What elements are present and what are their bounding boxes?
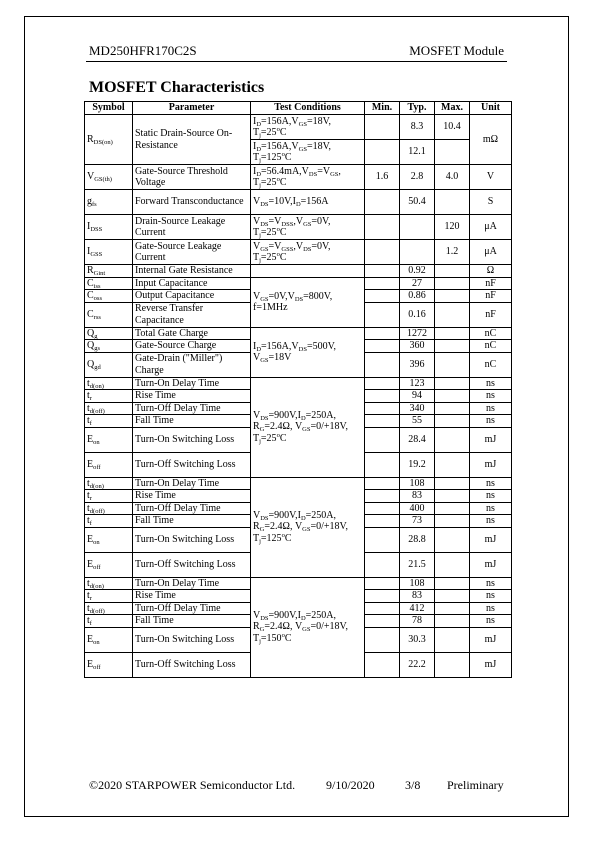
table-row: $C_{oss}$ Output Capacitance 0.86 nF bbox=[85, 290, 512, 303]
footer-date: 9/10/2020 bbox=[326, 778, 375, 792]
section-title: MOSFET Characteristics bbox=[89, 79, 265, 96]
table-row: $C_{rss}$ Reverse Transfer Capacitance 0.16 nF bbox=[85, 302, 512, 327]
table-row: $t_{d(on)}$ Turn-On Delay Time $V_{DS}=900V,I_D=250A$, $R_G=2.4\Omega$, $V_{GS}=0/+18V$, $T_j=25^oC$ 123 ns bbox=[85, 377, 512, 390]
table-row: $t_{d(on)}$ Turn-On Delay Time $V_{DS}=900V,I_D=250A$, $R_G=2.4\Omega$, $V_{GS}=0/+18V$, $T_j=125^oC$ 108 ns bbox=[85, 477, 512, 490]
col-typ: Typ. bbox=[400, 102, 435, 115]
table-row: $t_f$ Fall Time 78 ns bbox=[85, 615, 512, 628]
characteristics-table bbox=[84, 101, 512, 678]
table-row: $t_f$ Fall Time 55 ns bbox=[85, 415, 512, 428]
table-row: $Q_{gs}$ Gate-Source Charge 360 nC bbox=[85, 340, 512, 353]
table-row: $g_{fs}$ Forward Transconductance $V_{DS}=10V,I_D=156A$ 50.4 S bbox=[85, 190, 512, 215]
table-row: $t_f$ Fall Time 73 ns bbox=[85, 515, 512, 528]
col-max: Max. bbox=[435, 102, 470, 115]
table-body bbox=[85, 115, 512, 678]
table-header-row bbox=[85, 102, 512, 115]
part-number: MD250HFR170C2S bbox=[89, 43, 197, 58]
header-rule bbox=[86, 61, 507, 62]
table-row: $E_{off}$ Turn-Off Switching Loss 21.5 mJ bbox=[85, 552, 512, 577]
table-row: $t_{d(off)}$ Turn-Off Delay Time 412 ns bbox=[85, 602, 512, 615]
col-symbol: Symbol bbox=[85, 102, 133, 115]
table-row: $C_{iss}$ Input Capacitance $V_{GS}=0V,V_{DS}=800V$, f=1MHz 27 nF bbox=[85, 277, 512, 290]
footer-copyright: ©2020 STARPOWER Semiconductor Ltd. bbox=[89, 778, 296, 792]
col-min: Min. bbox=[365, 102, 400, 115]
footer-status: Preliminary bbox=[447, 778, 504, 792]
table-row: $I_{DSS}$ Drain-Source Leakage Current $V_{DS}=V_{DSS},V_{GS}=0V$, $T_j=25^oC$ 120 μA bbox=[85, 215, 512, 240]
table-row: $E_{on}$ Turn-On Switching Loss 28.4 mJ bbox=[85, 427, 512, 452]
table-row: $V_{GS(th)}$ Gate-Source Threshold Voltage $I_D=56.4mA,V_{DS}=V_{GS}$, $T_j=25^oC$ 1.6 2.8 4.0 V bbox=[85, 165, 512, 190]
table-row: $E_{off}$ Turn-Off Switching Loss 19.2 mJ bbox=[85, 452, 512, 477]
table-row: $t_r$ Rise Time 94 ns bbox=[85, 390, 512, 403]
col-parameter: Parameter bbox=[133, 102, 251, 115]
table-row: $E_{on}$ Turn-On Switching Loss 30.3 mJ bbox=[85, 627, 512, 652]
table-row: $R_{DS(on)}$ Static Drain-Source On-Resistance $I_D=156A,V_{GS}=18V$, $T_j=25^oC$ 8.3 10.4 mΩ bbox=[85, 115, 512, 140]
footer-page-number: 3/8 bbox=[405, 778, 421, 792]
table-row: $t_{d(off)}$ Turn-Off Delay Time 340 ns bbox=[85, 402, 512, 415]
table-row: $E_{off}$ Turn-Off Switching Loss 22.2 mJ bbox=[85, 652, 512, 677]
table-row: $R_{Gint}$ Internal Gate Resistance 0.92 Ω bbox=[85, 265, 512, 278]
table-row: $Q_g$ Total Gate Charge $I_D=156A,V_{DS}=500V$, $V_{GS}=18V$ 1272 nC bbox=[85, 327, 512, 340]
table-row: $t_r$ Rise Time 83 ns bbox=[85, 590, 512, 603]
col-test-conditions: Test Conditions bbox=[251, 102, 365, 115]
table-row: $t_r$ Rise Time 83 ns bbox=[85, 490, 512, 503]
col-unit: Unit bbox=[470, 102, 512, 115]
table-row: $t_{d(off)}$ Turn-Off Delay Time 400 ns bbox=[85, 502, 512, 515]
doc-type: MOSFET Module bbox=[409, 43, 504, 58]
table-row: $I_{GSS}$ Gate-Source Leakage Current $V_{GS}=V_{GSS},V_{DS}=0V$, $T_j=25^oC$ 1.2 μA bbox=[85, 240, 512, 265]
table-row: $Q_{gd}$ Gate-Drain ("Miller") Charge 396 nC bbox=[85, 352, 512, 377]
table-row: $E_{on}$ Turn-On Switching Loss 28.8 mJ bbox=[85, 527, 512, 552]
table-row: $t_{d(on)}$ Turn-On Delay Time $V_{DS}=900V,I_D=250A$, $R_G=2.4\Omega$, $V_{GS}=0/+18V$, $T_j=150^oC$ 108 ns bbox=[85, 577, 512, 590]
table-row: $I_D=156A,V_{GS}=18V$, $T_j=125^oC$ 12.1 bbox=[85, 140, 512, 165]
